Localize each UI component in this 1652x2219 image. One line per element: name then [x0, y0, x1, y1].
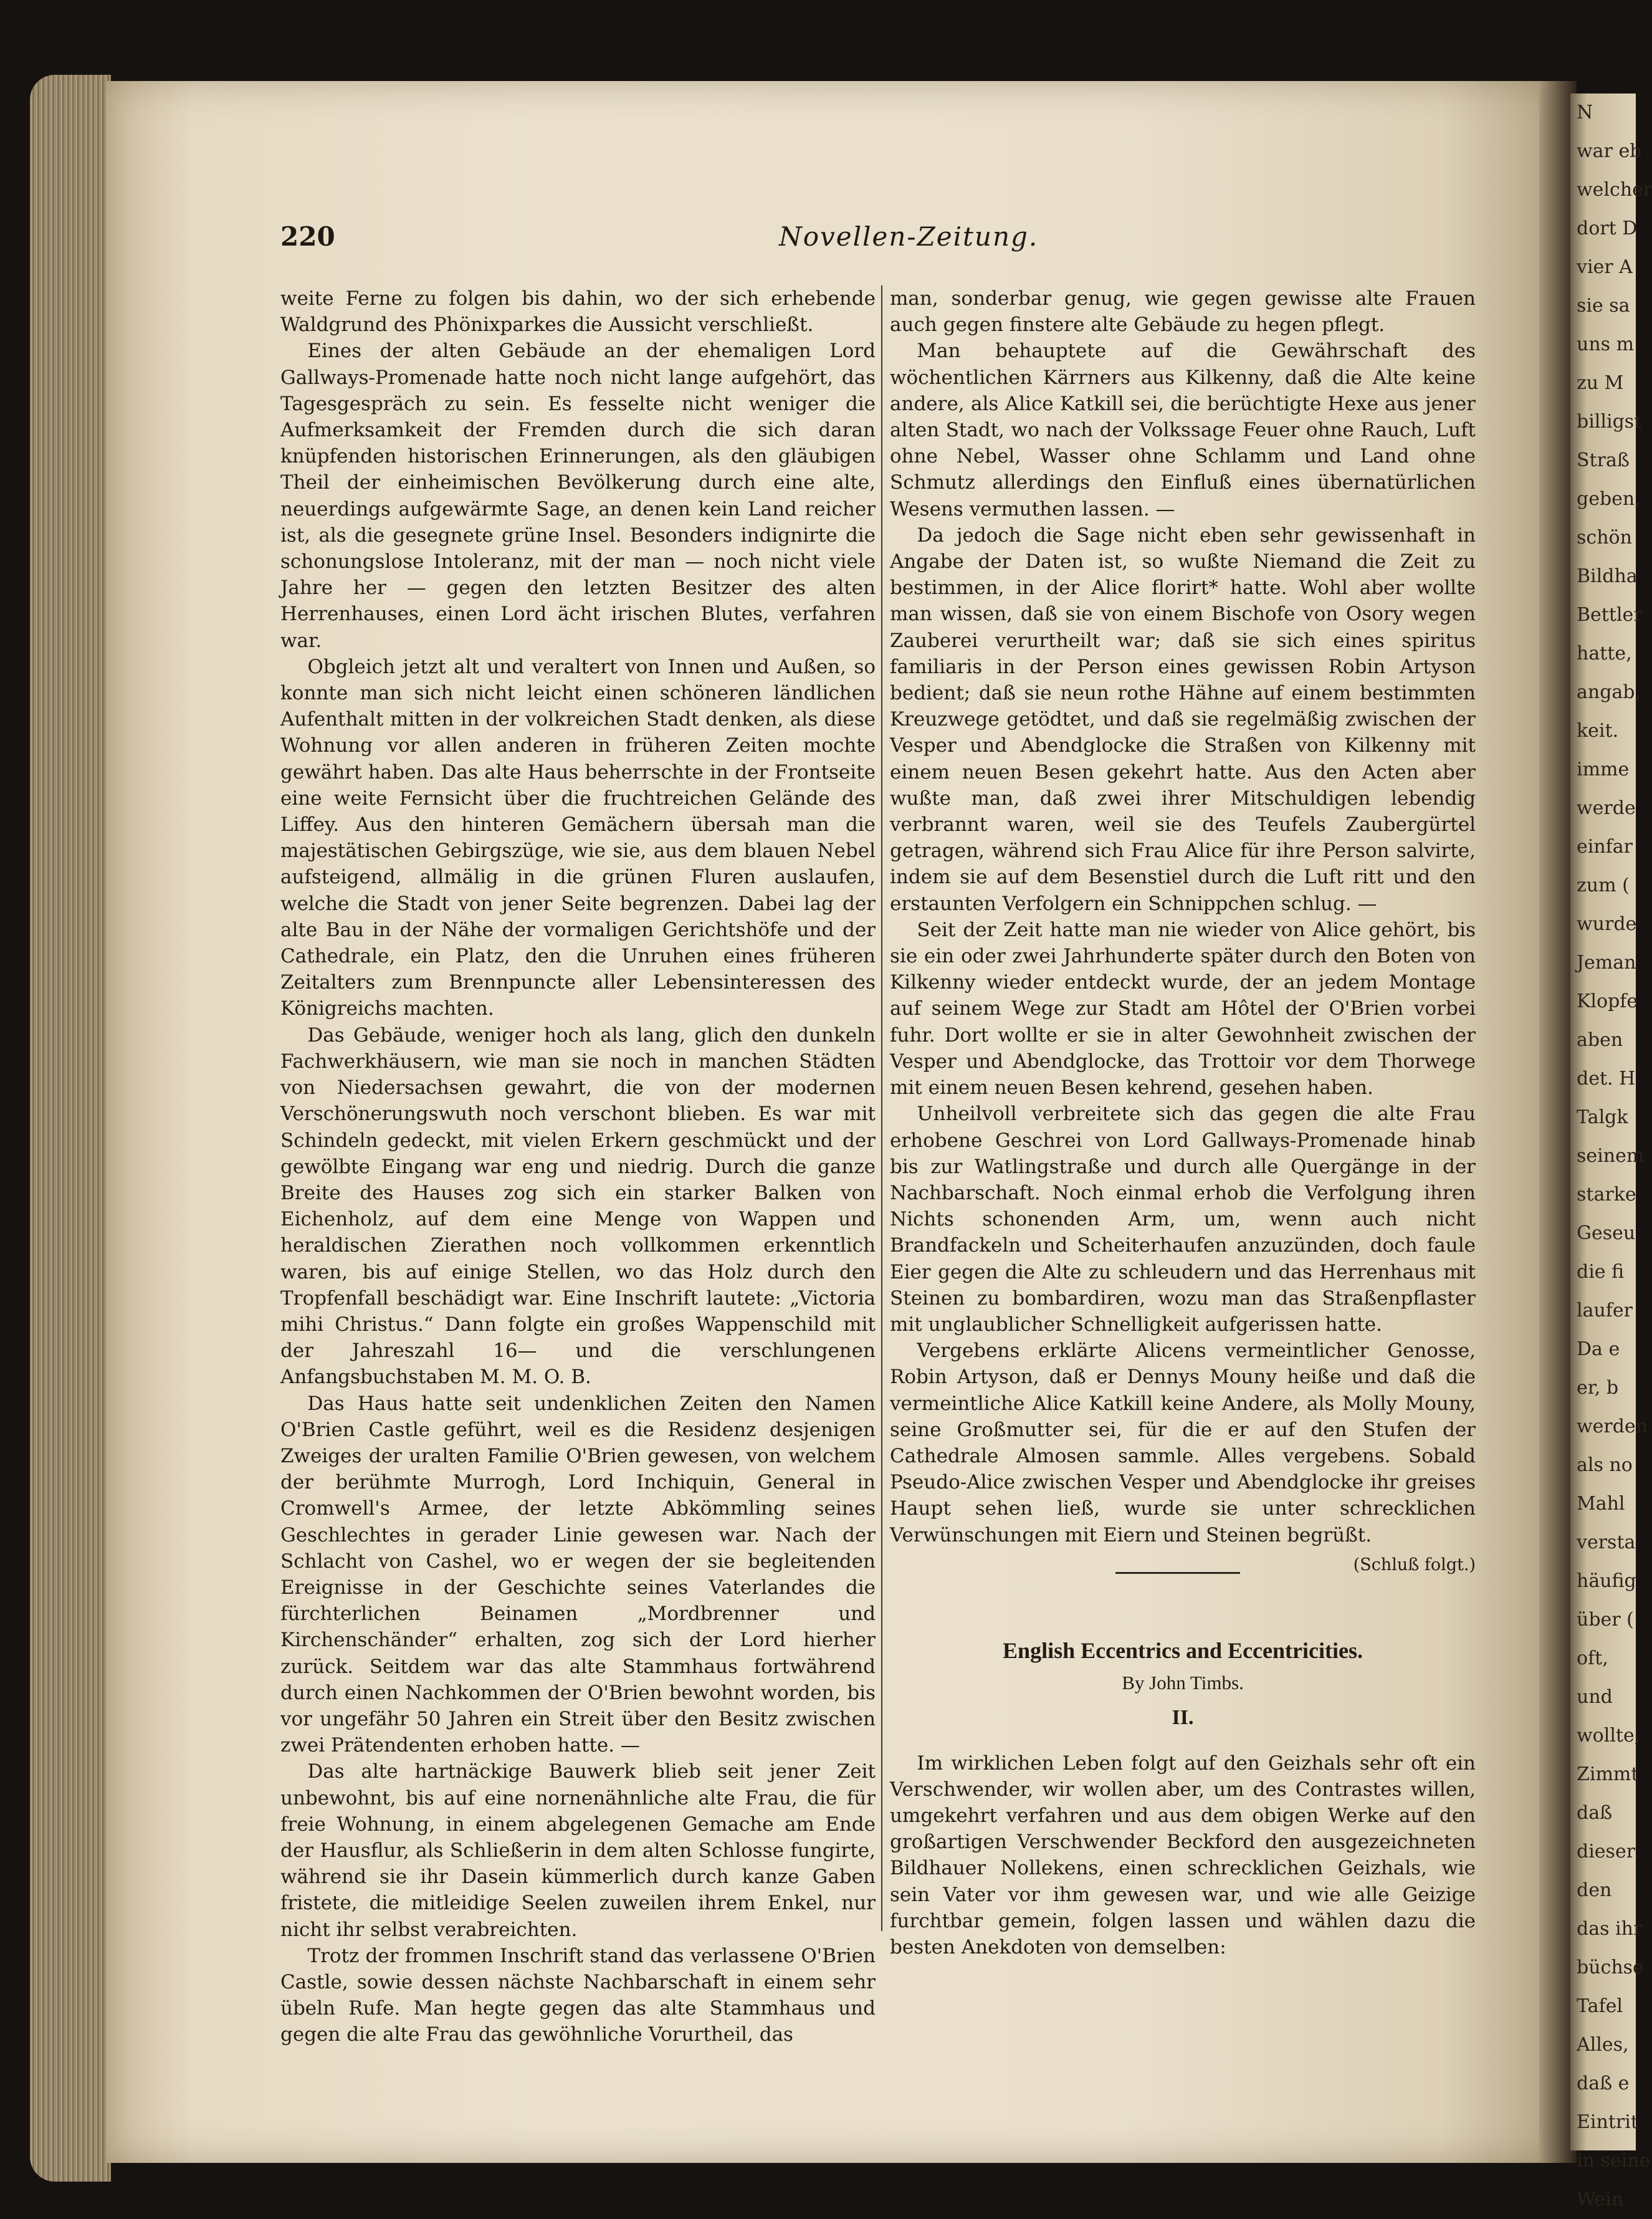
facing-page-line: versta — [1577, 1531, 1636, 1553]
facing-page-line: über ( — [1577, 1609, 1634, 1631]
left-column-paragraph: Eines der alten Gebäude an der ehemaligen Lord Gallways-Promenade hatte noch nicht lange aufgehört, das Tagesgespräch zu sein. Es fesselte nicht weniger die Aufmerksamkeit der Fremden durch die sich daran knüpfenden historischen Erinnerungen, als den gläubigen Theil der einheimischen Bevölkerung durch eine alte, neuerdings aufgewärmte Sage, an denen kein Land reicher ist, als die gesegnete grüne Insel. Besonders indignirte die schonungslose Intoleranz, mit der man — noch nicht viele Jahre her — gegen den letzten Besitzer des alten Herrenhauses, einen Lord ächt irischen Blutes, verfahren war. — [280, 340, 876, 652]
left-column-paragraph: weite Ferne zu folgen bis dahin, wo der sich erhebende Waldgrund des Phönixparkes die Aussicht verschließt. — [280, 287, 876, 337]
facing-page-line: Bettler — [1577, 604, 1643, 626]
facing-page-line: das ihr — [1577, 1918, 1643, 1940]
page-header — [280, 221, 1039, 259]
left-column-paragraph: Das Haus hatte seit undenklichen Zeiten den Namen O'Brien Castle geführt, weil es die Residenz desjenigen Zweiges der uralten Familie O'Brien gewesen, von welchem der berühmte Murrogh, Lord Inchiquin, General in Cromwell's Armee, der letzte Abkömmling seines Geschlechtes in gerader Linie gewesen war. Nach der Schlacht von Cashel, wo er wegen der sie begleitenden Ereignisse in der Geschichte seines Vaterlandes die fürchterlichen Beinamen „Mordbrenner und Kirchenschänder“ erhalten, zog sich der Lord hierher zurück. Seitdem war das alte Stammhaus fortwährend durch einen Nachkommen der O'Brien bewohnt worden, bis vor ungefähr 50 Jahren ein Streit über den Besitz zwischen zwei Prätendenten erhoben hatte. — — [280, 1392, 876, 1757]
facing-page-fragment — [1570, 93, 1652, 2210]
facing-page-line: Wein — [1577, 2188, 1624, 2210]
facing-page-line: daß — [1577, 1802, 1613, 1824]
facing-page-line: Klopfe — [1577, 990, 1638, 1012]
right-column — [890, 285, 1476, 1960]
left-column-paragraph: Obgleich jetzt alt und veraltert von Innen und Außen, so konnte man sich nicht leicht einen schöneren ländlichen Aufenthalt mitten in der volkreichen Stadt denken, als diese Wohnung vor allen anderen in früheren Zeiten mochte gewährt haben. Das alte Haus beherrschte in der Frontseite eine weite Fernsicht über die fruchtreichen Gelände des Liffey. Aus den hinteren Gemächern übersah man die majestätischen Gebirgszüge, wie sie, aus dem blauen Nebel aufsteigend, allmälig in die grünen Fluren auslaufen, welche die Stadt von jener Seite begrenzen. Dabei lag der alte Bau in der Nähe der vormaligen Gerichtshöfe und der Cathedrale, ein Platz, den die Unruhen eines früheren Zeitalters zum Brennpuncte aller Lebensinteressen des Königreichs machten. — [280, 655, 876, 1020]
facing-page-line: hatte, — [1577, 643, 1632, 664]
right-column-paragraph: Unheilvoll verbreitete sich das gegen die alte Frau erhobene Geschrei von Lord Gallways-Promenade hinab bis zur Watlingstraße und durch alle Quergänge in der Nachbarschaft. Noch einmal erhob die Verfolgung ihren Nichts schonenden Arm, um, wenn auch nicht Brandfackeln und Scheiterhaufen anzuzünden, doch faule Eier gegen die Alte zu schleudern und das Herrenhaus mit Steinen zu bombardiren, wozu man das Straßenpflaster mit unglaublicher Schnelligkeit aufgerissen hatte. — [890, 1103, 1476, 1336]
left-column-paragraph: Trotz der frommen Inschrift stand das verlassene O'Brien Castle, sowie dessen nächste Nachbarschaft in einem sehr übeln Rufe. Man hegte gegen das alte Stammhaus und gegen die alte Frau das gewöhnliche Vorurtheil, das — [280, 1944, 876, 2046]
facing-page-line: war eb — [1577, 140, 1642, 162]
facing-page-line: zu M — [1577, 372, 1624, 394]
facing-page-line: häufig — [1577, 1570, 1636, 1592]
facing-page-line: keit. — [1577, 720, 1619, 742]
facing-page-line: oft, — [1577, 1647, 1608, 1669]
facing-page-line: Talgk — [1577, 1106, 1628, 1128]
facing-page-line: in seine — [1577, 2150, 1651, 2172]
facing-page-line: die fi — [1577, 1261, 1625, 1283]
section-byline: By John Timbs. — [1122, 1672, 1244, 1694]
facing-page-line: daß e — [1577, 2073, 1630, 2094]
facing-page-line: einfar — [1577, 836, 1633, 858]
facing-page-line: Zimmt — [1577, 1763, 1639, 1785]
left-column — [280, 285, 876, 2048]
facing-page-line: starke — [1577, 1184, 1636, 1205]
facing-page-line: Alles, — [1577, 2034, 1629, 2056]
facing-page-line: welcher — [1577, 179, 1652, 201]
facing-page-line: Eintrit — [1577, 2111, 1638, 2133]
facing-page-line: imme — [1577, 759, 1630, 780]
page-number: 220 — [280, 221, 335, 252]
facing-page-line: seinem — [1577, 1145, 1645, 1167]
right-column-paragraph: Seit der Zeit hatte man nie wieder von Alice gehört, bis sie ein oder zwei Jahrhunderte später durch den Boten von Kilkenny wieder entdeckt wurde, der an jedem Montage auf seinem Wege zur Stadt am Hôtel der O'Brien vorbei fuhr. Dort wollte er sie in alter Gewohnheit zwischen der Vesper und Abendglocke, das Trottoir vor dem Thorwege mit einem neuen Besen kehrend, gesehen haben. — [890, 918, 1476, 1100]
facing-page-line: werden — [1577, 1416, 1648, 1437]
facing-page-line: uns m — [1577, 333, 1635, 355]
facing-page-line: Tafel — [1577, 1995, 1623, 2017]
facing-page-line: wollte, — [1577, 1725, 1641, 1747]
section-part-number: II. — [1172, 1706, 1194, 1730]
facing-page-line: aben — [1577, 1029, 1623, 1051]
facing-page-line: Jeman — [1577, 952, 1636, 974]
facing-page-line: und — [1577, 1686, 1613, 1708]
continuation-note: (Schluß folgt.) — [1353, 1555, 1476, 1574]
right-column-paragraph: Man behauptete auf die Gewährschaft des wöchentlichen Kärrners aus Kilkenny, daß die Alte keine andere, als Alice Katkill sei, die berüchtigte Hexe aus jener alten Stadt, wo nach der Volkssage Feuer ohne Rauch, Luft ohne Nebel, Wasser ohne Schlamm und Land ohne Schmutz allerdings den Einfluß eines übernatürlichen Wesens vermuthen lassen. — — [890, 340, 1476, 520]
facing-page-line: sie sa — [1577, 295, 1630, 317]
column-divider — [881, 285, 882, 1931]
facing-page-line: werde — [1577, 797, 1636, 819]
facing-page-line: laufer — [1577, 1300, 1633, 1321]
right-column-paragraph: Da jedoch die Sage nicht eben sehr gewissenhaft in Angabe der Daten ist, so wußte Niemand die Zeit zu bestimmen, in der Alice florirt* hatte. Wohl aber wollte man wissen, daß sie von einem Bischofe von Osory wegen Zauberei verurtheilt war; daß sie sich eines spiritus familiaris in der Person eines gewissen Robin Artyson bedient; daß sie neun rothe Hähne auf einem bestimmten Kreuzwege getödtet, und daß sie regelmäßig zwischen der Vesper und Abendglocke die Straßen von Kilkenny mit einem neuen Besen gekehrt hatte. Aus den Acten aber wußte man, daß zwei ihrer Mitschuldigen lebendig verbrannt waren, weil sie des Teufels Zaubergürtel getragen, während sich Frau Alice für ihre Person salvirte, indem sie auf dem Besenstiel durch die Luft ritt und den erstaunten Verfolgern ein Schnippchen schlug. — — [890, 524, 1476, 915]
facing-page-line: als no — [1577, 1454, 1633, 1476]
facing-page-line: N — [1577, 102, 1593, 123]
book-page-edges — [30, 75, 111, 2182]
facing-page-line: billigst — [1577, 411, 1642, 433]
left-column-paragraph: Das alte hartnäckige Bauwerk blieb seit jener Zeit unbewohnt, bis auf eine nornenähnliche alte Frau, die für freie Wohnung, in einem abgelegenen Gemache am Ende der Hausflur, als Schließerin in dem alten Schlosse fungirte, während sie ihr Dasein kümmerlich durch kanze Gaben fristete, die mitleidige Seelen zuweilen ihrem Enkel, nur nicht ihr selbst verabreichten. — [280, 1760, 876, 1941]
facing-page-line: angab, — [1577, 681, 1641, 703]
facing-page-line: geben, — [1577, 488, 1641, 510]
facing-page-line: den — [1577, 1879, 1612, 1901]
left-column-paragraph: Das Gebäude, weniger hoch als lang, glich den dunkeln Fachwerkhäusern, wie man sie noch in manchen Städten von Niedersachsen gewahrt, die von der modernen Verschönerungswuth noch verschont blieben. Es war mit Schindeln gedeckt, mit vielen Erkern geschmückt und der gewölbte Eingang war eng und niedrig. Durch die ganze Breite des Hauses zog sich ein starker Balken von Eichenholz, auf dem eine Menge von Wappen und heraldischen Zierathen noch vollkommen erkenntlich waren, bis auf einige Stellen, wo das Holz durch den Tropfenfall beschädigt war. Eine Inschrift lautete: „Victoria mihi Christus.“ Dann folgte ein großes Wappenschild mit der Jahreszahl 16— und die verschlungenen Anfangsbuchstaben M. M. O. B. — [280, 1023, 876, 1389]
facing-page-line: Geseu — [1577, 1222, 1636, 1244]
facing-page-line: vier A — [1577, 256, 1633, 278]
facing-page-line: Bildha — [1577, 565, 1638, 587]
section-separator-rule — [1115, 1572, 1240, 1574]
facing-page-line: det. H — [1577, 1068, 1636, 1090]
facing-page-line: büchse — [1577, 1957, 1644, 1978]
facing-page-line: er, b — [1577, 1377, 1619, 1399]
facing-page-line: schön — [1577, 527, 1632, 549]
facing-page-line: Straß — [1577, 449, 1630, 471]
facing-page-line: zum ( — [1577, 875, 1630, 896]
facing-page-line: dort D — [1577, 218, 1638, 239]
facing-page-line: wurde — [1577, 913, 1637, 935]
section-title: English Eccentrics and Eccentricities. — [1003, 1637, 1363, 1663]
facing-page-line: Da e — [1577, 1338, 1620, 1360]
right-column-paragraph: Vergebens erklärte Alicens vermeintlicher Genosse, Robin Artyson, daß er Dennys Mouny heiße und daß die vermeintliche Alice Katkill keine Andere, als Molly Mouny, seine Großmutter sei, für die er auf den Stufen der Cathedrale Almosen sammle. Alles vergebens. Sobald Pseudo-Alice zwischen Vesper und Abendglocke ihr greises Haupt sehen ließ, wurde sie unter schrecklichen Verwünschungen mit Eiern und Steinen begrüßt. — [890, 1340, 1476, 1546]
facing-page-line: dieser — [1577, 1841, 1636, 1862]
right-column-paragraph: man, sonderbar genug, wie gegen gewisse alte Frauen auch gegen finstere alte Gebäude zu hegen pflegt. — [890, 287, 1476, 337]
running-head: Novellen-Zeitung. — [779, 221, 1039, 252]
facing-page-line: Mahl — [1577, 1493, 1625, 1515]
section-paragraph: Im wirklichen Leben folgt auf den Geizhals sehr oft ein Verschwender, wir wollen aber, um des Contrastes willen, umgekehrt verfahren und aus dem obigen Werke auf den großartigen Verschwender Beckford den ausgezeichneten Bildhauer Nollekens, einen schrecklichen Geizhals, wie sein Vater vor ihm gewesen war, und wie alle Geizige furchtbar gemein, folgen lassen und wählen dazu die besten Anekdoten von demselben: — [890, 1752, 1476, 1958]
